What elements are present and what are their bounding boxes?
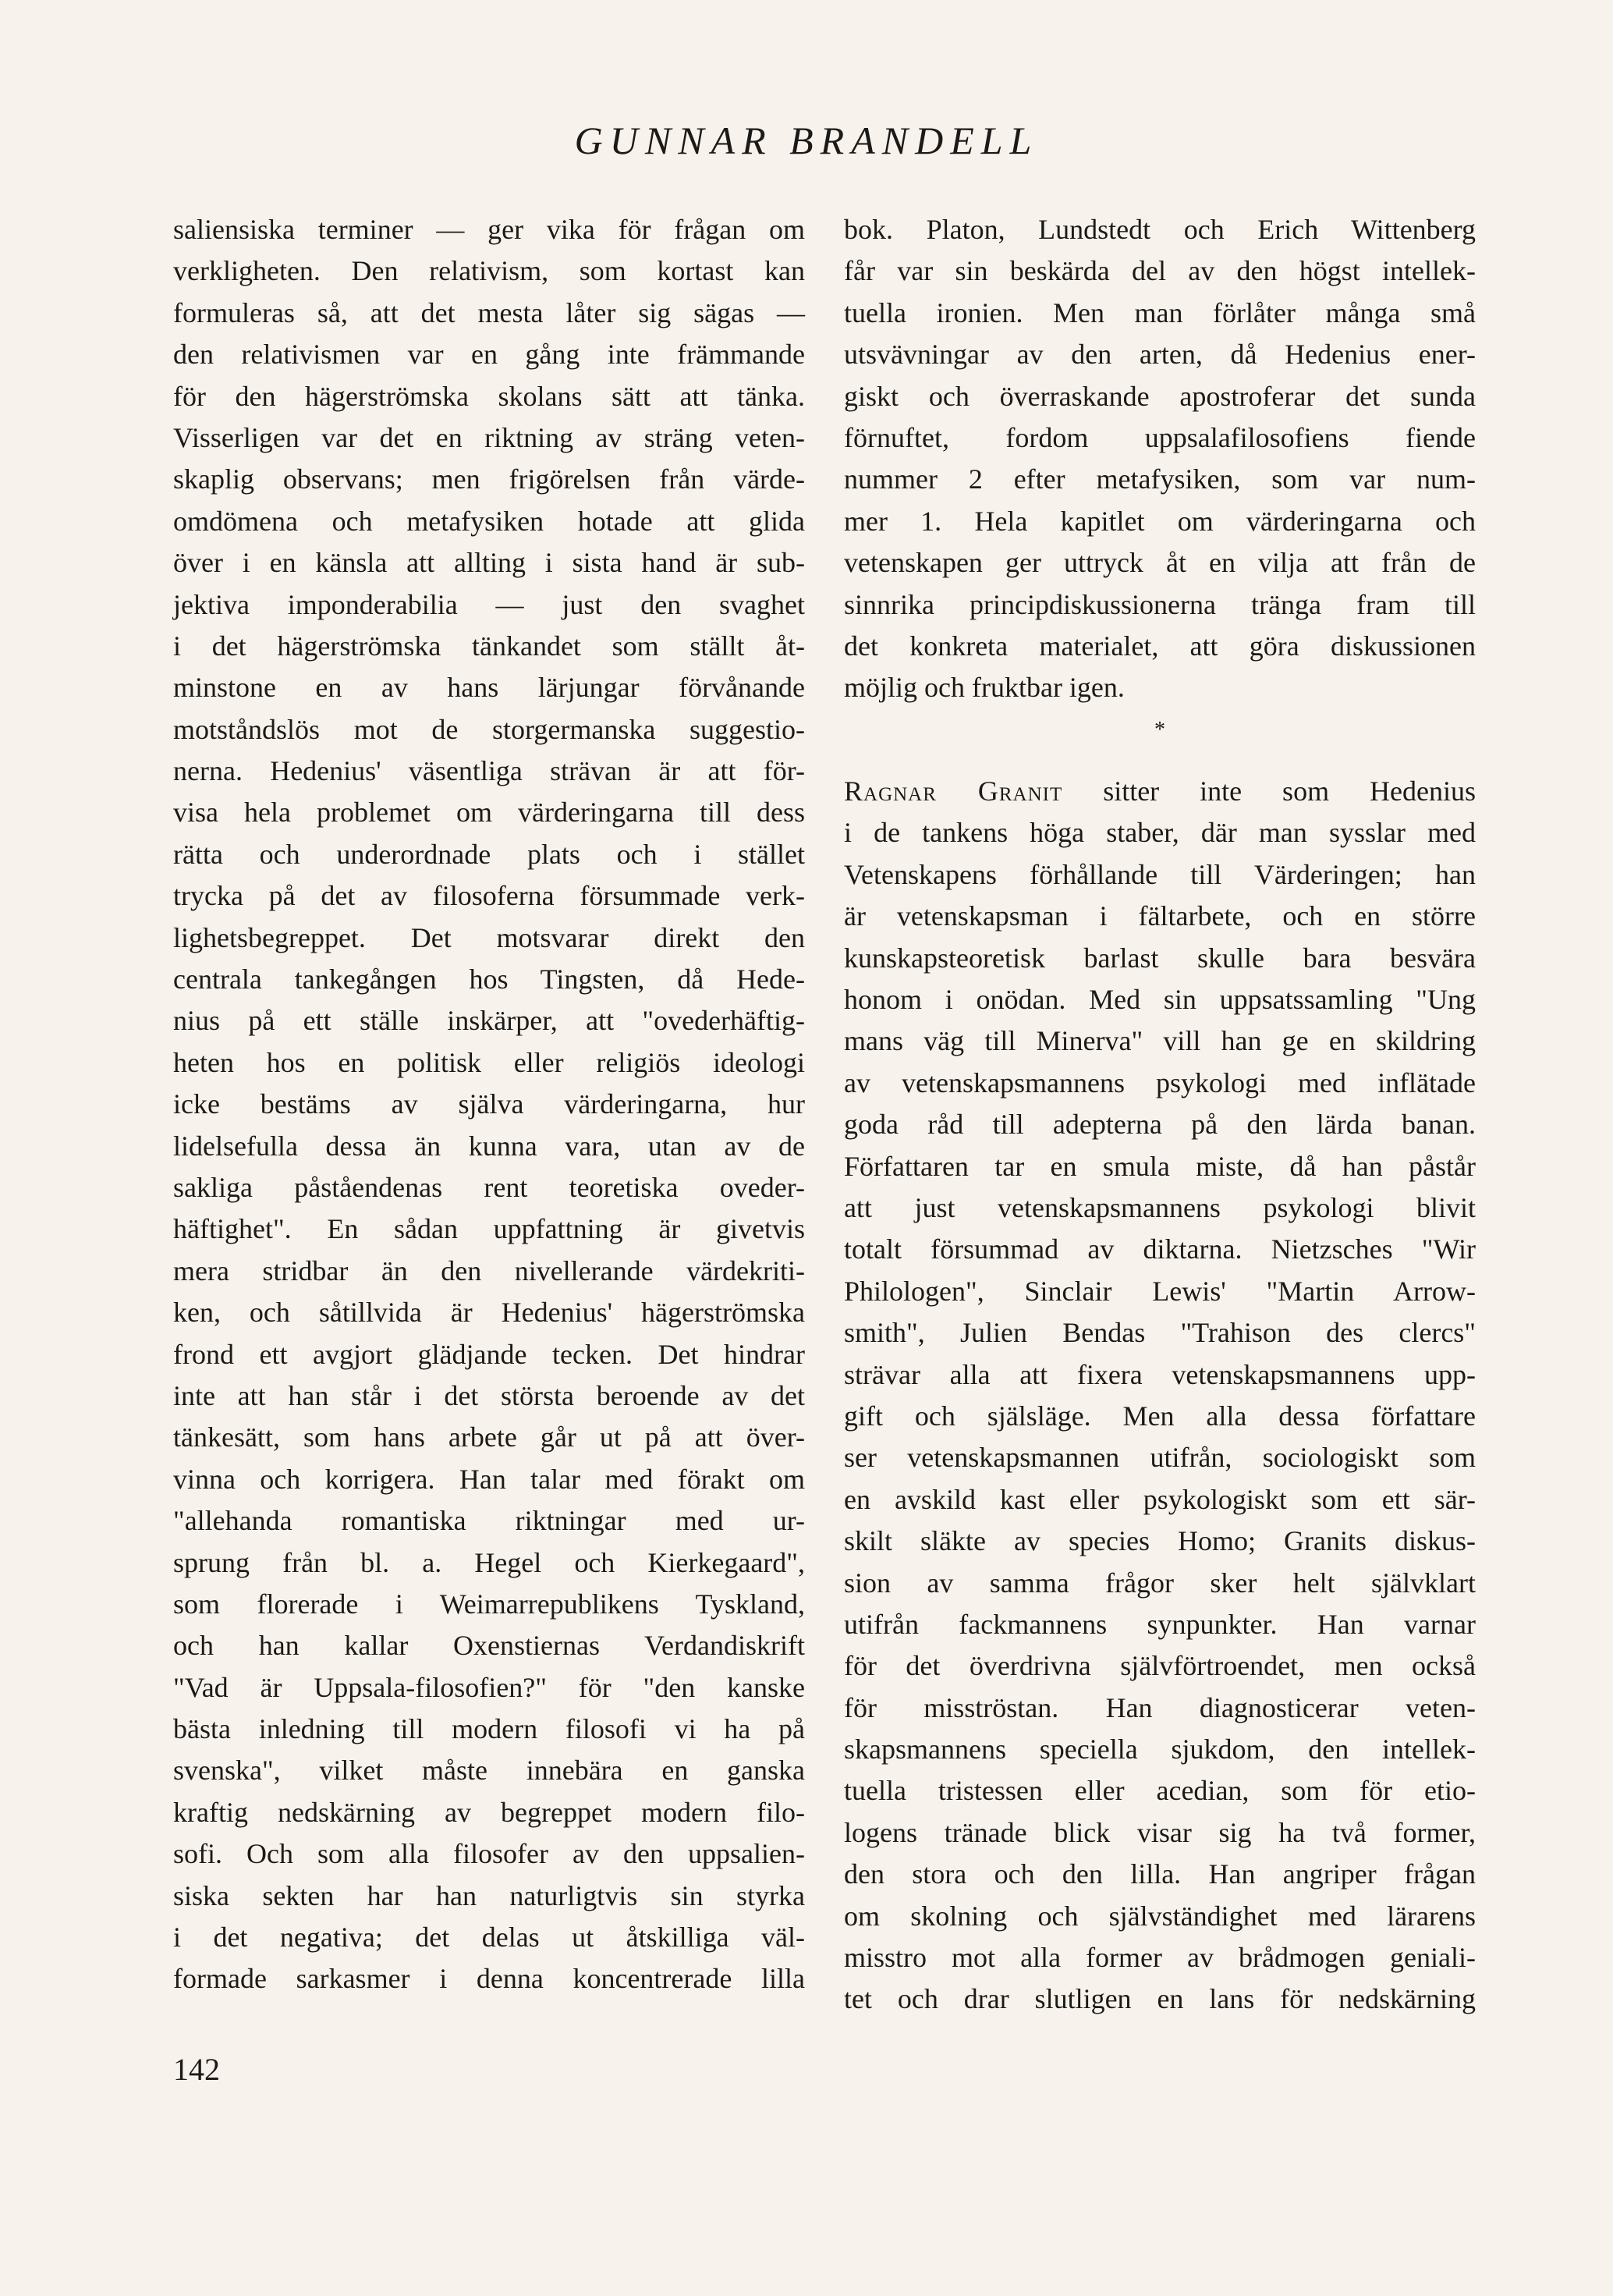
text-line: sprung från bl. a. Hegel och Kierkegaard", [173, 1546, 805, 1578]
text-line: formade sarkasmer i denna koncentrerade lilla [173, 1963, 805, 1995]
text-line: formuleras så, att det mesta låter sig sägas — [173, 296, 805, 328]
section-gap [844, 751, 1476, 771]
text-line: tuella tristessen eller acedian, som för etio- [844, 1775, 1476, 1807]
text-line: "Vad är Uppsala-filosofien?" för "den kanske [173, 1671, 805, 1703]
text-line: minstone en av hans lärjungar förvånande [173, 672, 805, 704]
text-line: strävar alla att fixera vetenskapsmannens upp- [844, 1358, 1476, 1390]
text-line: möjlig och fruktbar igen. [844, 672, 1125, 704]
text-line: sofi. Och som alla filosofer av den uppsalien- [173, 1838, 805, 1870]
text-line: häftighet". En sådan uppfattning är givetvis [173, 1213, 805, 1245]
text-line: det konkreta materialet, att göra diskussionen [844, 630, 1476, 662]
text-line: honom i onödan. Med sin uppsatssamling "Ung [844, 984, 1476, 1016]
opening-line-rest: sitter inte som Hedenius [1062, 775, 1476, 807]
text-line: sinnrika principdiskussionerna tränga fram till [844, 588, 1476, 620]
text-line: och han kallar Oxenstiernas Verdandiskrift [173, 1630, 805, 1662]
text-line: i det hägerströmska tänkandet som ställt åt- [173, 630, 805, 662]
text-line: giskt och överraskande apostroferar det sunda [844, 380, 1476, 412]
text-line: skilt släkte av species Homo; Granits diskus- [844, 1525, 1476, 1557]
text-line: visa hela problemet om värderingarna till dess [173, 797, 805, 829]
text-line: Vetenskapens förhållande till Värderingen; han [844, 858, 1476, 890]
text-line: sion av samma frågor sker helt självklart [844, 1567, 1476, 1599]
text-line: skaplig observans; men frigörelsen från värde- [173, 463, 805, 495]
text-line: vetenskapen ger uttryck åt en vilja att från de [844, 547, 1476, 579]
text-line: siska sekten har han naturligtvis sin styrka [173, 1879, 805, 1911]
text-line: nius på ett ställe inskärper, att "ovederhäftig- [173, 1005, 805, 1037]
text-line: ken, och såtillvida är Hedenius' hägerströmska [173, 1297, 805, 1329]
text-line: om skolning och självständighet med lärarens [844, 1900, 1476, 1932]
text-line: skapsmannens speciella sjukdom, den intellek- [844, 1734, 1476, 1765]
text-line: för den hägerströmska skolans sätt att tänka. [173, 380, 805, 412]
text-line: mera stridbar än den nivellerande värdekriti- [173, 1254, 805, 1286]
text-line: av vetenskapsmannens psykologi med inflätade [844, 1066, 1476, 1098]
text-line: den relativismen var en gång inte främmande [173, 339, 805, 371]
text-line: i de tankens höga staber, där man sysslar med [844, 817, 1476, 849]
text-line: verkligheten. Den relativism, som kortast kan [173, 255, 805, 287]
text-line: nummer 2 efter metafysiken, som var num- [844, 463, 1476, 495]
text-line: som florerade i Weimarrepublikens Tyskland, [173, 1588, 805, 1620]
text-line: den stora och den lilla. Han angriper frågan [844, 1858, 1476, 1890]
text-line: för det överdrivna självförtroendet, men också [844, 1650, 1476, 1682]
text-line: bästa inledning till modern filosofi vi ha på [173, 1713, 805, 1745]
text-line: ser vetenskapsmannen utifrån, sociologiskt som [844, 1442, 1476, 1474]
text-line: centrala tankegången hos Tingsten, då Hede- [173, 963, 805, 995]
text-line: utsvävningar av den arten, då Hedenius ener- [844, 339, 1476, 371]
text-line: är vetenskapsman i fältarbete, och en större [844, 900, 1476, 932]
text-line: tänkesätt, som hans arbete går ut på att över- [173, 1421, 805, 1453]
text-line: svenska", vilket måste innebära en ganska [173, 1755, 805, 1787]
text-line: får var sin beskärda del av den högst intellek- [844, 255, 1476, 287]
text-line: bok. Platon, Lundstedt och Erich Wittenberg [844, 214, 1476, 245]
text-line: tet och drar slutligen en lans för nedskärning [844, 1983, 1476, 2015]
text-line: jektiva imponderabilia — just den svaghet [173, 588, 805, 620]
text-line: misstro mot alla former av brådmogen geniali- [844, 1942, 1476, 1974]
text-line: Visserligen var det en riktning av sträng veten- [173, 421, 805, 453]
running-head: GUNNAR BRANDELL [574, 119, 1039, 162]
paragraph-opening-line [844, 771, 1476, 812]
text-line: vinna och korrigera. Han talar med förakt om [173, 1463, 805, 1495]
text-line: totalt försummad av diktarna. Nietzsches "Wir [844, 1233, 1476, 1265]
text-line: omdömena och metafysiken hotade att glida [173, 505, 805, 537]
text-line: en avskild kast eller psykologiskt som ett sär- [844, 1483, 1476, 1515]
text-line: heten hos en politisk eller religiös ideologi [173, 1046, 805, 1078]
text-line: logens tränade blick visar sig ha två former, [844, 1816, 1476, 1848]
text-line: Författaren tar en smula miste, då han påstår [844, 1150, 1476, 1182]
text-line: lighetsbegreppet. Det motsvarar direkt den [173, 921, 805, 953]
page-number: 142 [173, 2052, 220, 2087]
text-line: motståndslös mot de storgermanska suggestio- [173, 713, 805, 745]
text-line: att just vetenskapsmannens psykologi blivit [844, 1191, 1476, 1223]
text-line: kraftig nedskärning av begreppet modern filo- [173, 1796, 805, 1828]
text-line: över i en känsla att allting i sista hand är sub- [173, 547, 805, 579]
text-line: lidelsefulla dessa än kunna vara, utan av de [173, 1130, 805, 1162]
text-line: sakliga påståendenas rent teoretiska oveder- [173, 1171, 805, 1203]
text-line: gift och själsläge. Men alla dessa författare [844, 1400, 1476, 1432]
text-line: mer 1. Hela kapitlet om värderingarna och [844, 505, 1476, 537]
text-line: tuella ironien. Men man förlåter många små [844, 296, 1476, 328]
left-column [173, 209, 805, 2000]
text-line: förnuftet, fordom uppsalafilosofiens fiende [844, 421, 1476, 453]
text-line: "allehanda romantiska riktningar med ur- [173, 1505, 805, 1537]
author-name: Ragnar Granit [844, 775, 1063, 807]
text-line: smith", Julien Bendas "Trahison des clercs" [844, 1317, 1476, 1349]
text-line: kunskapsteoretisk barlast skulle bara besvära [844, 942, 1476, 974]
right-column [844, 209, 1476, 2021]
text-line: inte att han står i det största beroende av det [173, 1379, 805, 1411]
text-line: Philologen", Sinclair Lewis' "Martin Arrow- [844, 1275, 1476, 1307]
text-line: saliensiska terminer — ger vika för frågan om [173, 214, 805, 245]
text-line: icke bestäms av själva värderingarna, hur [173, 1088, 805, 1120]
text-line: för misströstan. Han diagnosticerar veten- [844, 1691, 1476, 1723]
text-line: rätta och underordnade plats och i stället [173, 838, 805, 870]
text-line: goda råd till adepterna på den lärda banan. [844, 1109, 1476, 1141]
text-line: frond ett avgjort glädjande tecken. Det hindrar [173, 1338, 805, 1370]
text-line: utifrån fackmannens synpunkter. Han varnar [844, 1608, 1476, 1640]
section-separator: * [1154, 717, 1165, 742]
text-line: i det negativa; det delas ut åtskilliga väl- [173, 1922, 805, 1954]
text-line: trycka på det av filosoferna försummade verk- [173, 880, 805, 912]
text-line: nerna. Hedenius' väsentliga strävan är att för- [173, 755, 805, 787]
text-line: mans väg till Minerva" vill han ge en skildring [844, 1025, 1476, 1057]
